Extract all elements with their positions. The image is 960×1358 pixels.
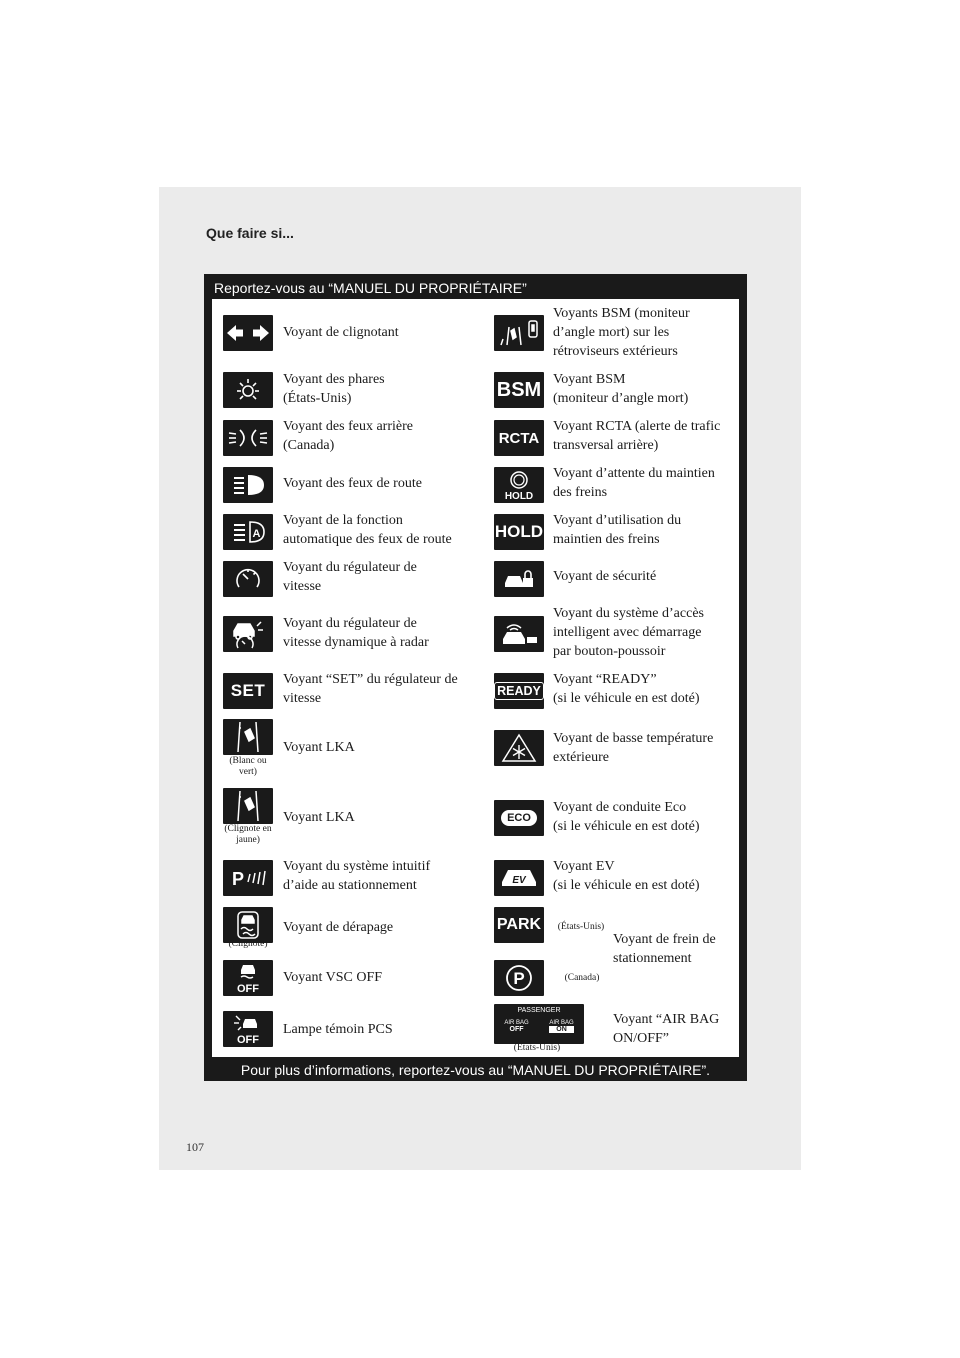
security-lock-icon: [494, 561, 544, 597]
table-header: Reportez-vous au “MANUEL DU PROPRIÉTAIRE”: [214, 280, 527, 296]
high-beam-icon: [223, 467, 273, 503]
table-footer: Pour plus d’informations, reportez-vous au “MANUEL DU PROPRIÉTAIRE”.: [240, 1062, 711, 1078]
label-ready: Voyant “READY” (si le véhicule en est doté): [553, 672, 700, 706]
label-lka-blink: Voyant LKA: [283, 810, 355, 825]
vsc-off-icon: [223, 960, 273, 996]
label-tail-lights: Voyant des feux arrière (Canada): [283, 419, 413, 453]
label-eco: Voyant de conduite Eco (si le véhicule en est doté): [553, 800, 700, 834]
lka-blink-icon: [223, 788, 273, 824]
bsm-indicator-icon: BSM: [494, 372, 544, 408]
label-security: Voyant de sécurité: [553, 569, 657, 584]
radar-cruise-icon: [223, 616, 273, 652]
svg-text:P: P: [232, 869, 245, 889]
eco-indicator-icon: ECO: [494, 800, 544, 836]
cruise-control-icon: [223, 561, 273, 597]
label-parking-brake: Voyant de frein de stationnement: [613, 932, 716, 966]
rcta-indicator-icon: RCTA: [494, 420, 544, 456]
tail-lights-icon: [223, 420, 273, 456]
label-lka: Voyant LKA: [283, 740, 355, 755]
airbag-on-block: AIR BAG ON: [549, 1020, 574, 1033]
headlight-sun-icon: [223, 372, 273, 408]
note-lka-white-green: (Blanc ou vert): [229, 756, 267, 777]
parking-assist-icon: [223, 860, 273, 896]
label-rcta: Voyant RCTA (alerte de trafic transversal arrière): [553, 419, 721, 453]
svg-text:A: A: [252, 528, 261, 540]
airbag-passenger-text: PASSENGER: [517, 1007, 561, 1014]
pcs-icon: [223, 1011, 273, 1047]
label-headlight: Voyant des phares (États-Unis): [283, 372, 385, 406]
label-low-temp: Voyant de basse température extérieure: [553, 731, 714, 765]
turn-signal-arrows-icon: [223, 315, 273, 351]
auto-high-beam-icon: [223, 514, 273, 550]
parking-brake-canada-icon: [494, 960, 544, 996]
label-slip: Voyant de dérapage: [283, 920, 394, 935]
park-indicator-icon: PARK: [494, 907, 544, 943]
vsc-off-text: OFF: [237, 983, 259, 995]
ready-indicator-icon: READY: [494, 673, 544, 709]
label-vsc-off: Voyant VSC OFF: [283, 970, 383, 985]
set-indicator-icon: SET: [223, 673, 273, 709]
label-bsm-mirror: Voyants BSM (moniteur d’angle mort) sur les rétroviseurs extérieurs: [553, 306, 690, 359]
label-pcs: Lampe témoin PCS: [283, 1022, 393, 1037]
airbag-off-block: AIR BAG OFF: [504, 1020, 529, 1033]
label-brake-hold-operated: Voyant d’utilisation du maintien des freins: [553, 513, 682, 547]
parking-brake-p-text: P: [513, 969, 525, 988]
airbag-passenger-icon: [494, 1004, 584, 1044]
brake-hold-standby-icon: [494, 467, 544, 503]
label-auto-high-beam: Voyant de la fonction automatique des feux de route: [283, 513, 452, 547]
ev-text: EV: [512, 875, 526, 886]
smart-key-icon: [494, 616, 544, 652]
label-radar-cruise: Voyant du régulateur de vitesse dynamique à radar: [283, 616, 429, 650]
label-set: Voyant “SET” du régulateur de vitesse: [283, 672, 458, 706]
label-turn-signal: Voyant de clignotant: [283, 325, 399, 340]
brake-hold-operated-icon: HOLD: [494, 514, 544, 550]
lka-icon: [223, 719, 273, 755]
label-parking-assist: Voyant du système intuitif d’aide au stationnement: [283, 859, 431, 893]
note-lka-blink: (Clignote en jaune): [224, 824, 272, 845]
label-bsm: Voyant BSM (moniteur d’angle mort): [553, 372, 689, 406]
page-number: 107: [186, 1140, 204, 1154]
note-slip-blink: (Clignote): [228, 939, 268, 949]
section-title: Que faire si...: [206, 225, 294, 241]
pcs-off-text: OFF: [237, 1034, 259, 1046]
brake-hold-standby-text: HOLD: [504, 491, 534, 502]
label-cruise-control: Voyant du régulateur de vitesse: [283, 560, 417, 594]
low-temp-icon: [494, 730, 544, 766]
label-ev: Voyant EV (si le véhicule en est doté): [553, 859, 700, 893]
bsm-mirror-icon: [494, 315, 544, 351]
slip-icon: [223, 907, 273, 943]
label-airbag: Voyant “AIR BAG ON/OFF”: [613, 1012, 720, 1046]
label-brake-hold-standby: Voyant d’attente du maintien des freins: [553, 466, 715, 500]
note-park-usa: (États-Unis): [557, 922, 605, 932]
note-airbag-usa: (États-Unis): [513, 1043, 561, 1053]
note-park-canada: (Canada): [564, 973, 600, 983]
label-smart-key: Voyant du système d’accès intelligent avec démarrage par bouton-poussoir: [553, 606, 704, 659]
ev-indicator-icon: [494, 860, 544, 896]
label-high-beam: Voyant des feux de route: [283, 476, 422, 491]
